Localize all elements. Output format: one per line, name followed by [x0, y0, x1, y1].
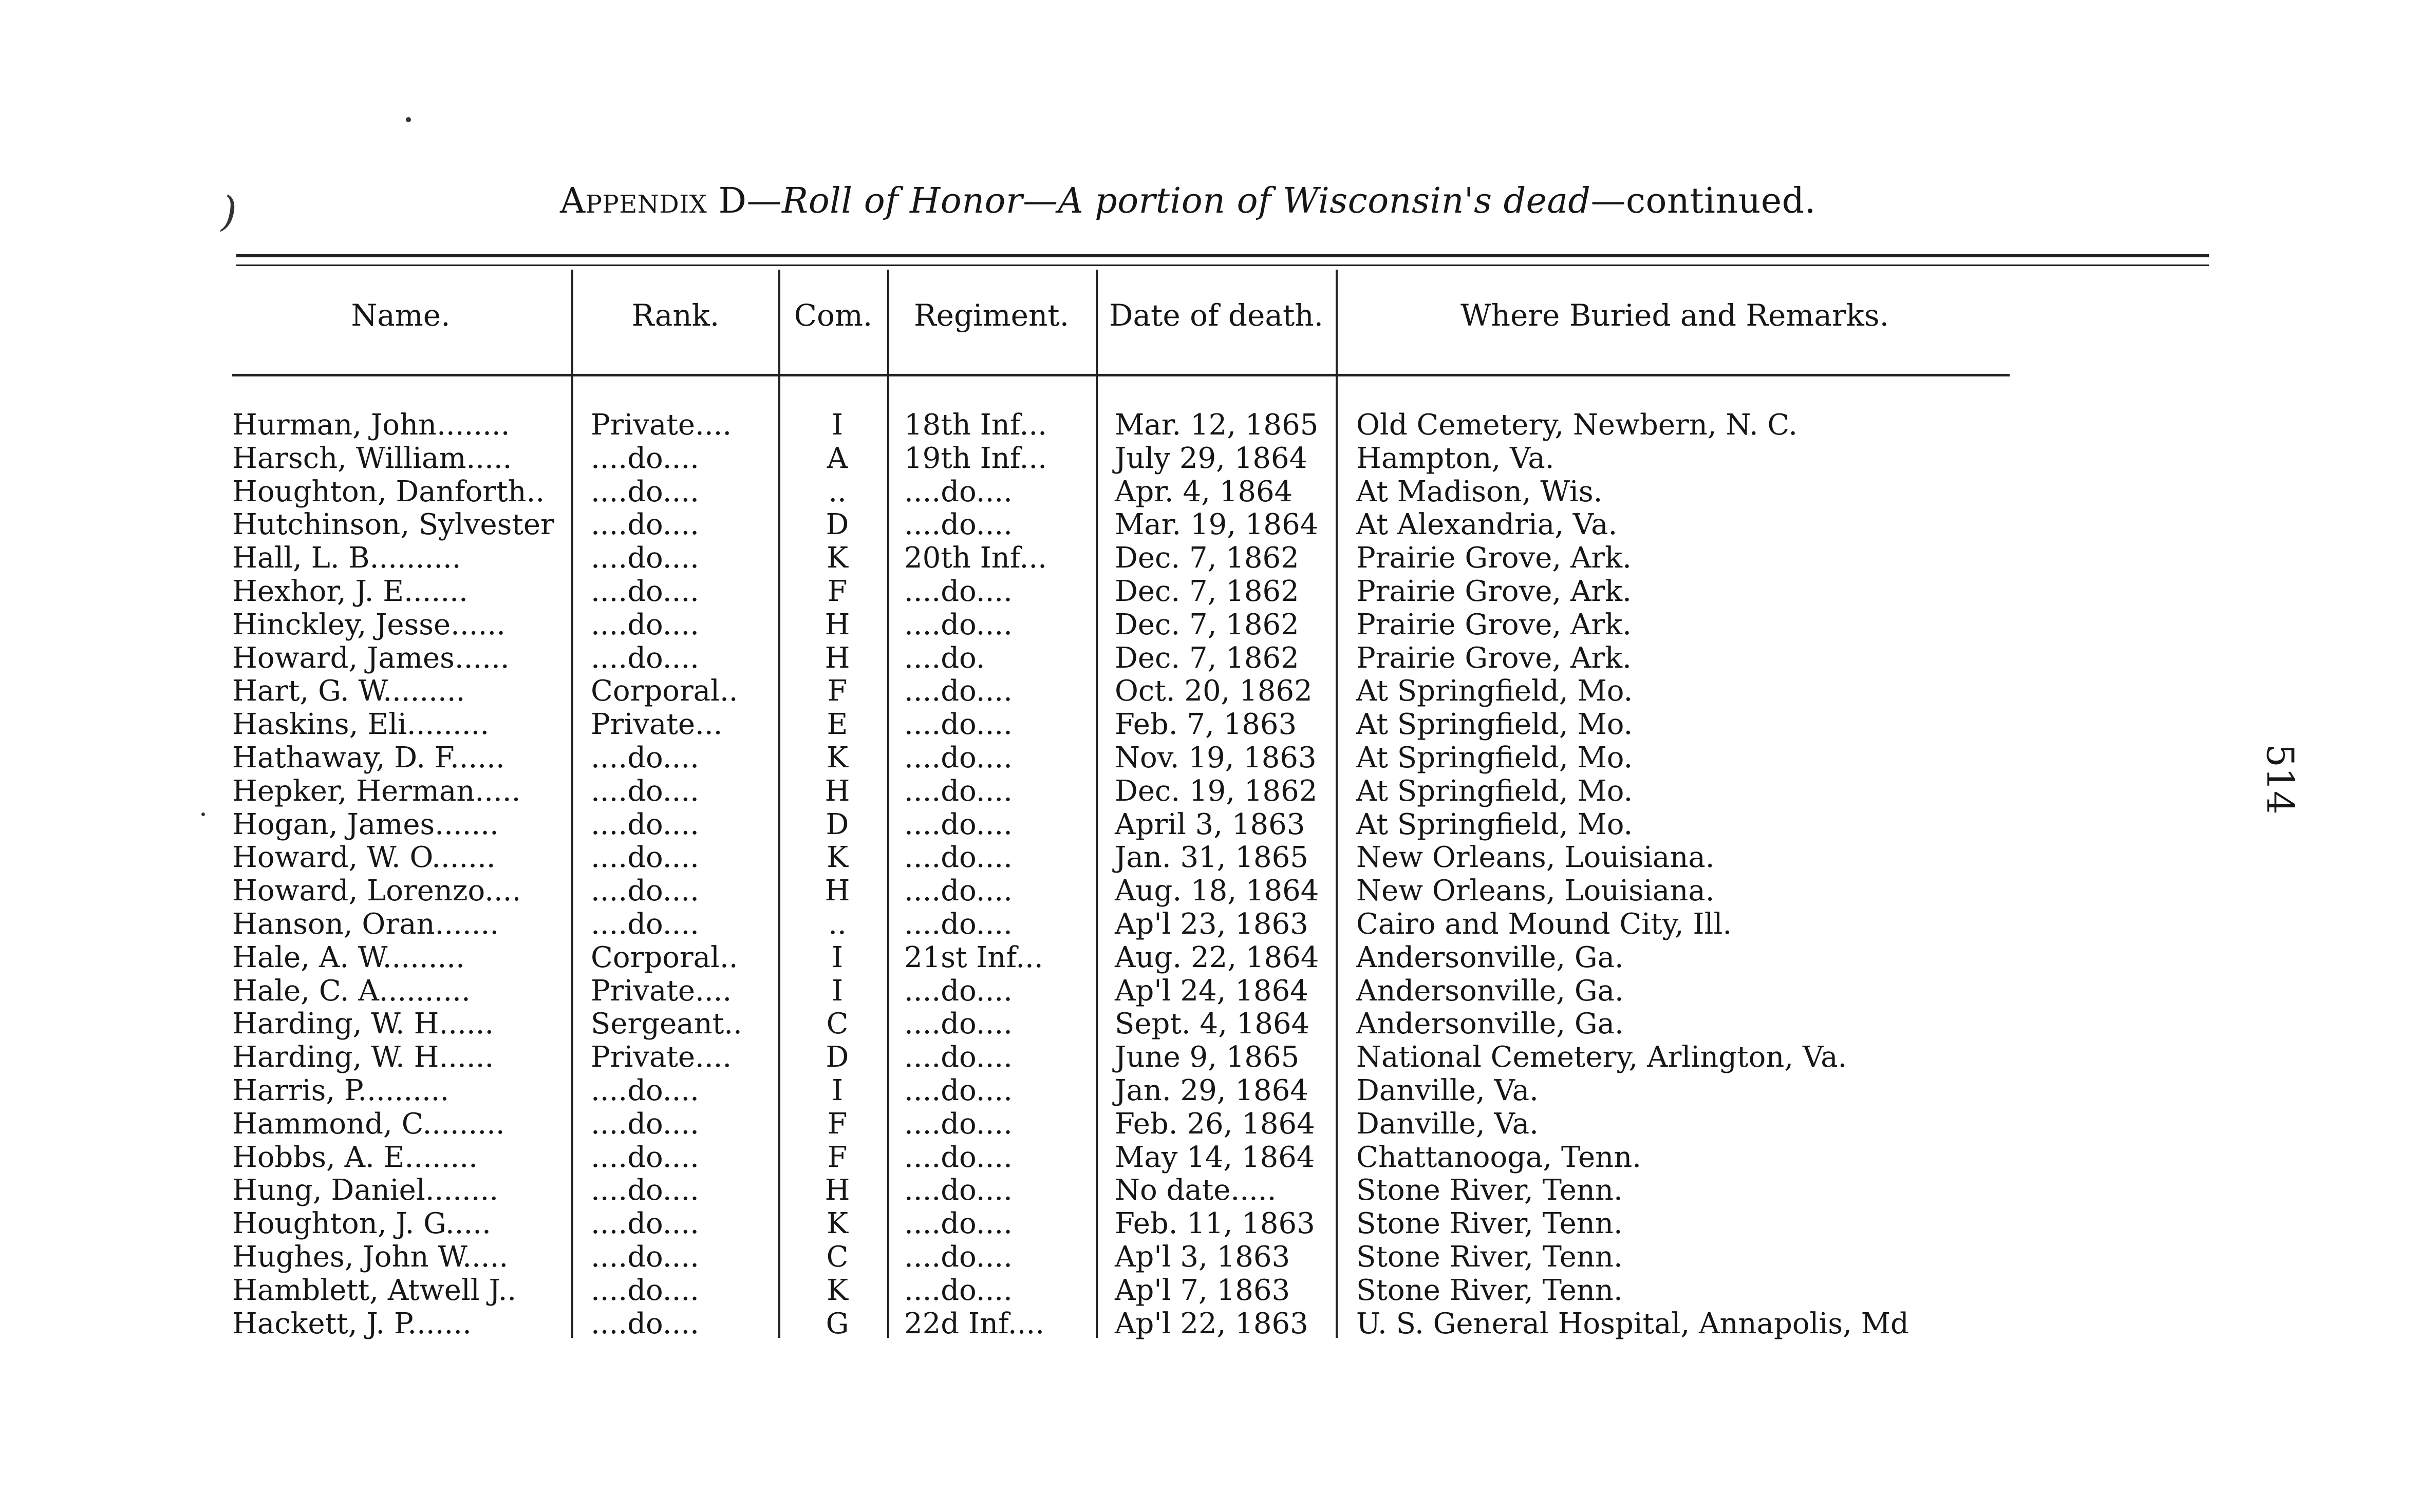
table-row: [0, 641, 2435, 675]
cell-regiment: ....do....: [904, 1240, 1013, 1274]
cell-where-buried: At Springfield, Mo.: [1356, 774, 1633, 808]
cell-date-of-death: Nov. 19, 1863: [1115, 741, 1317, 774]
cell-rank: Private...: [591, 708, 723, 742]
cell-rank: ....do....: [591, 1240, 699, 1274]
cell-date-of-death: Jan. 29, 1864: [1115, 1074, 1308, 1107]
cell-date-of-death: Ap'l 23, 1863: [1115, 908, 1308, 941]
cell-rank: ....do....: [591, 1307, 699, 1340]
cell-where-buried: Prairie Grove, Ark.: [1356, 641, 1632, 675]
cell-name: Harsch, William.....: [232, 441, 512, 475]
cell-date-of-death: Dec. 19, 1862: [1115, 774, 1318, 808]
table-row: [0, 1174, 2435, 1207]
cell-where-buried: At Springfield, Mo.: [1356, 807, 1633, 841]
cell-name: Hutchinson, Sylvester: [232, 508, 554, 542]
table-row: [0, 674, 2435, 708]
cell-name: Houghton, Danforth..: [232, 475, 545, 508]
cell-regiment: ....do....: [904, 741, 1013, 774]
cell-name: Hepker, Herman.....: [232, 774, 521, 808]
cell-where-buried: Andersonville, Ga.: [1356, 940, 1624, 974]
cell-rank: ....do....: [591, 874, 699, 908]
cell-company: K: [827, 1207, 848, 1241]
cell-company: K: [827, 741, 848, 774]
table-row: [0, 1107, 2435, 1141]
table-row: [0, 908, 2435, 941]
cell-where-buried: Andersonville, Ga.: [1356, 974, 1624, 1008]
cell-date-of-death: Ap'l 24, 1864: [1115, 974, 1308, 1008]
page-number: 514: [2258, 744, 2302, 815]
table-row: [0, 475, 2435, 508]
cell-name: Harris, P..........: [232, 1074, 449, 1107]
cell-name: Harding, W. H......: [232, 1041, 494, 1074]
cell-rank: ....do....: [591, 641, 699, 675]
header-name: Name.: [351, 298, 451, 333]
cell-rank: ....do....: [591, 508, 699, 542]
cell-regiment: ....do....: [904, 774, 1013, 808]
title-continued: —continued.: [1590, 181, 1816, 221]
table-row: [0, 708, 2435, 741]
cell-date-of-death: No date.....: [1115, 1174, 1277, 1207]
cell-rank: ....do....: [591, 608, 699, 641]
cell-where-buried: Prairie Grove, Ark.: [1356, 575, 1632, 608]
cell-date-of-death: Ap'l 22, 1863: [1115, 1307, 1308, 1340]
cell-company: H: [825, 641, 850, 675]
cell-rank: ....do....: [591, 908, 699, 941]
cell-company: C: [826, 1240, 849, 1274]
page-title: [560, 181, 1947, 221]
cell-rank: ....do....: [591, 1107, 699, 1141]
cell-company: K: [827, 541, 848, 575]
cell-rank: ....do....: [591, 741, 699, 774]
cell-rank: ....do....: [591, 841, 699, 875]
cell-name: Hart, G. W.........: [232, 674, 465, 708]
cell-name: Howard, James......: [232, 641, 510, 675]
cell-company: H: [825, 874, 850, 908]
cell-name: Hughes, John W.....: [232, 1240, 509, 1274]
cell-company: F: [827, 674, 848, 708]
cell-rank: ....do....: [591, 807, 699, 841]
header-regiment: Regiment.: [913, 298, 1070, 333]
cell-company: D: [826, 807, 849, 841]
cell-regiment: 20th Inf...: [904, 541, 1047, 575]
cell-date-of-death: Jan. 31, 1865: [1115, 841, 1308, 875]
cell-where-buried: Cairo and Mound City, Ill.: [1356, 908, 1732, 941]
cell-name: Harding, W. H......: [232, 1007, 494, 1041]
cell-regiment: ....do....: [904, 608, 1013, 641]
cell-regiment: ....do....: [904, 575, 1013, 608]
cell-regiment: ....do....: [904, 508, 1013, 542]
cell-date-of-death: Aug. 22, 1864: [1115, 940, 1319, 974]
cell-regiment: ....do....: [904, 908, 1013, 941]
table-row: [0, 1041, 2435, 1074]
cell-rank: ....do....: [591, 774, 699, 808]
cell-date-of-death: July 29, 1864: [1115, 441, 1308, 475]
cell-rank: ....do....: [591, 1174, 699, 1207]
cell-regiment: ....do....: [904, 1174, 1013, 1207]
cell-date-of-death: Dec. 7, 1862: [1115, 641, 1299, 675]
cell-company: C: [826, 1007, 849, 1041]
top-rule-thin: [236, 264, 2209, 266]
cell-company: K: [827, 1273, 848, 1307]
cell-rank: Corporal..: [591, 940, 738, 974]
cell-rank: Corporal..: [591, 674, 738, 708]
cell-company: D: [826, 508, 849, 542]
cell-name: Hobbs, A. E........: [232, 1140, 478, 1174]
cell-rank: ....do....: [591, 1074, 699, 1107]
table-row: [0, 408, 2435, 442]
cell-where-buried: At Madison, Wis.: [1356, 475, 1603, 508]
title-italic-part1: Roll of Honor—A portion of: [782, 181, 1283, 221]
cell-where-buried: Danville, Va.: [1356, 1074, 1539, 1107]
header-com: Com.: [794, 298, 873, 333]
cell-regiment: ....do....: [904, 1107, 1013, 1141]
cell-where-buried: Prairie Grove, Ark.: [1356, 608, 1632, 641]
cell-where-buried: At Springfield, Mo.: [1356, 741, 1633, 774]
cell-where-buried: National Cemetery, Arlington, Va.: [1356, 1041, 1847, 1074]
table-row: [0, 1007, 2435, 1041]
cell-company: H: [825, 1174, 850, 1207]
cell-date-of-death: Dec. 7, 1862: [1115, 541, 1299, 575]
cell-date-of-death: Aug. 18, 1864: [1115, 874, 1319, 908]
cell-where-buried: Stone River, Tenn.: [1356, 1207, 1623, 1241]
cell-date-of-death: April 3, 1863: [1115, 807, 1305, 841]
table-row: [0, 508, 2435, 541]
cell-date-of-death: Sept. 4, 1864: [1115, 1007, 1310, 1041]
cell-regiment: ....do....: [904, 674, 1013, 708]
cell-where-buried: Stone River, Tenn.: [1356, 1273, 1623, 1307]
cell-where-buried: Old Cemetery, Newbern, N. C.: [1356, 408, 1798, 442]
cell-name: Hammond, C.........: [232, 1107, 505, 1141]
cell-date-of-death: Dec. 7, 1862: [1115, 575, 1299, 608]
cell-date-of-death: May 14, 1864: [1115, 1140, 1315, 1174]
cell-regiment: ....do.: [904, 641, 985, 675]
cell-where-buried: Hampton, Va.: [1356, 441, 1554, 475]
cell-date-of-death: Oct. 20, 1862: [1115, 674, 1313, 708]
cell-company: F: [827, 1140, 848, 1174]
cell-where-buried: At Springfield, Mo.: [1356, 708, 1633, 742]
cell-name: Houghton, J. G.....: [232, 1207, 491, 1241]
cell-name: Howard, Lorenzo....: [232, 874, 521, 908]
cell-rank: Sergeant..: [591, 1007, 742, 1041]
cell-name: Hamblett, Atwell J..: [232, 1273, 517, 1307]
cell-name: Hinckley, Jesse......: [232, 608, 505, 641]
table-row: [0, 442, 2435, 475]
table-row: [0, 1141, 2435, 1174]
cell-regiment: ....do....: [904, 1140, 1013, 1174]
cell-where-buried: U. S. General Hospital, Annapolis, Md: [1356, 1307, 1909, 1340]
cell-date-of-death: Feb. 7, 1863: [1115, 708, 1297, 742]
table-row: [0, 808, 2435, 841]
cell-where-buried: Chattanooga, Tenn.: [1356, 1140, 1642, 1174]
cell-company: I: [831, 974, 844, 1008]
cell-rank: ....do....: [591, 541, 699, 575]
cell-name: Hale, A. W.........: [232, 940, 465, 974]
table-row: [0, 874, 2435, 908]
ink-speck: [406, 117, 411, 122]
title-italic-part2: Wisconsin's dead: [1282, 181, 1591, 221]
cell-date-of-death: June 9, 1865: [1115, 1041, 1300, 1074]
cell-date-of-death: Mar. 19, 1864: [1115, 508, 1319, 542]
cell-name: Hanson, Oran.......: [232, 908, 499, 941]
cell-name: Haskins, Eli.........: [232, 708, 490, 742]
cell-company: D: [826, 1041, 849, 1074]
cell-name: Hexhor, J. E.......: [232, 575, 468, 608]
cell-company: I: [831, 1074, 844, 1107]
cell-company: I: [831, 408, 844, 442]
cell-where-buried: At Alexandria, Va.: [1356, 508, 1618, 542]
cell-regiment: ....do....: [904, 1207, 1013, 1241]
cell-regiment: ....do....: [904, 974, 1013, 1008]
cell-date-of-death: Mar. 12, 1865: [1115, 408, 1319, 442]
cell-regiment: ....do....: [904, 1074, 1013, 1107]
header-where: Where Buried and Remarks.: [1460, 298, 1889, 333]
table-row: [0, 1274, 2435, 1307]
cell-company: F: [827, 1107, 848, 1141]
cell-where-buried: Stone River, Tenn.: [1356, 1240, 1623, 1274]
cell-name: Howard, W. O.......: [232, 841, 496, 875]
cell-regiment: ....do....: [904, 807, 1013, 841]
cell-name: Hale, C. A..........: [232, 974, 471, 1008]
cell-rank: Private....: [591, 1041, 732, 1074]
cell-regiment: ....do....: [904, 475, 1013, 508]
cell-rank: Private....: [591, 408, 732, 442]
table-row: [0, 541, 2435, 575]
cell-regiment: 18th Inf...: [904, 408, 1047, 442]
header-rank: Rank.: [631, 298, 720, 333]
cell-regiment: ....do....: [904, 1007, 1013, 1041]
cell-where-buried: At Springfield, Mo.: [1356, 674, 1633, 708]
cell-rank: ....do....: [591, 1207, 699, 1241]
cell-date-of-death: Apr. 4, 1864: [1115, 475, 1293, 508]
cell-name: Hall, L. B..........: [232, 541, 461, 575]
cell-company: F: [827, 575, 848, 608]
cell-company: K: [827, 841, 848, 875]
table-row: [0, 1074, 2435, 1107]
header-date: Date of death.: [1109, 298, 1324, 333]
cell-company: I: [831, 940, 844, 974]
cell-company: E: [827, 708, 848, 742]
cell-where-buried: New Orleans, Louisiana.: [1356, 841, 1715, 875]
cell-regiment: ....do....: [904, 841, 1013, 875]
cell-where-buried: Stone River, Tenn.: [1356, 1174, 1623, 1207]
cell-rank: ....do....: [591, 575, 699, 608]
cell-date-of-death: Ap'l 3, 1863: [1115, 1240, 1290, 1274]
cell-where-buried: Danville, Va.: [1356, 1107, 1539, 1141]
cell-company: H: [825, 608, 850, 641]
cell-rank: ....do....: [591, 475, 699, 508]
cell-regiment: ....do....: [904, 708, 1013, 742]
title-letter: D—: [707, 181, 782, 221]
cell-regiment: ....do....: [904, 874, 1013, 908]
cell-name: Hackett, J. P.......: [232, 1307, 472, 1340]
cell-name: Hathaway, D. F......: [232, 741, 505, 774]
table-row: [0, 575, 2435, 608]
cell-date-of-death: Feb. 11, 1863: [1115, 1207, 1315, 1241]
cell-company: A: [827, 441, 848, 475]
cell-name: Hurman, John........: [232, 408, 510, 442]
title-appendix: Appendix: [560, 181, 707, 221]
table-row: [0, 841, 2435, 874]
table-row: [0, 608, 2435, 641]
cell-name: Hogan, James.......: [232, 807, 499, 841]
cell-regiment: 21st Inf...: [904, 940, 1043, 974]
cell-date-of-death: Feb. 26, 1864: [1115, 1107, 1315, 1141]
cell-rank: ....do....: [591, 1273, 699, 1307]
cell-regiment: ....do....: [904, 1041, 1013, 1074]
cell-name: Hung, Daniel........: [232, 1174, 499, 1207]
margin-mark: ): [221, 187, 237, 235]
cell-regiment: ....do....: [904, 1273, 1013, 1307]
cell-company: ..: [828, 475, 847, 508]
cell-where-buried: Prairie Grove, Ark.: [1356, 541, 1632, 575]
cell-regiment: 19th Inf...: [904, 441, 1047, 475]
table-row: [0, 1207, 2435, 1240]
cell-rank: Private....: [591, 974, 732, 1008]
cell-company: H: [825, 774, 850, 808]
cell-rank: ....do....: [591, 441, 699, 475]
table-row: [0, 1240, 2435, 1274]
cell-regiment: 22d Inf....: [904, 1307, 1045, 1340]
cell-where-buried: New Orleans, Louisiana.: [1356, 874, 1715, 908]
cell-company: G: [826, 1307, 849, 1340]
table-row: [0, 1307, 2435, 1340]
table-row: [0, 941, 2435, 974]
cell-company: ..: [828, 908, 847, 941]
table-row: [0, 974, 2435, 1008]
table-row: [0, 774, 2435, 808]
top-rule: [236, 254, 2209, 257]
cell-date-of-death: Ap'l 7, 1863: [1115, 1273, 1290, 1307]
cell-where-buried: Andersonville, Ga.: [1356, 1007, 1624, 1041]
cell-date-of-death: Dec. 7, 1862: [1115, 608, 1299, 641]
cell-rank: ....do....: [591, 1140, 699, 1174]
table-row: [0, 741, 2435, 774]
header-rule: [232, 374, 2010, 376]
